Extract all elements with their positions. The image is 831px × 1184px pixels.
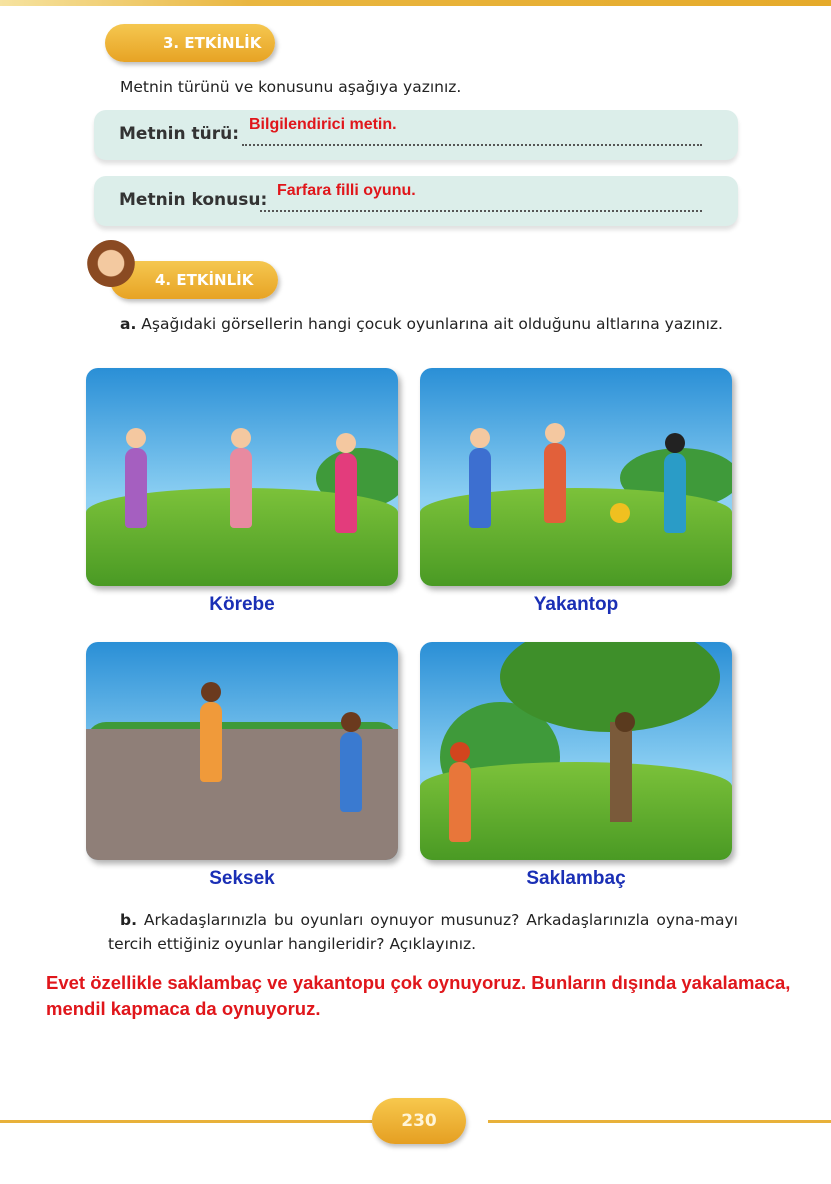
picture-seksek	[86, 642, 398, 860]
answer-b: Evet özellikle saklambaç ve yakantopu çok oynuyoruz. Bunların dışında yakalamaca, mendil kapmaca da oynuyoruz.	[46, 972, 791, 1019]
section-badge: 3. ETKİNLİK	[105, 24, 275, 62]
question-a: a. Aşağıdaki görsellerin hangi çocuk oyunlarına ait olduğunu altlarına yazınız.	[120, 315, 723, 333]
instruction: Metnin türünü ve konusunu aşağıya yazınız.	[120, 78, 462, 96]
footer-line	[0, 1120, 372, 1123]
field-text-topic	[94, 176, 738, 226]
picture-saklambac	[420, 642, 732, 860]
caption: Yakantop	[533, 594, 619, 615]
caption: Seksek	[209, 868, 275, 889]
caption: Körebe	[209, 594, 275, 615]
field-text-type	[94, 110, 738, 160]
girl-mascot-icon	[86, 240, 136, 298]
field-answer[interactable]: Bilgilendirici metin.	[249, 116, 397, 133]
field-label: Metnin konusu:	[119, 190, 268, 210]
picture-korebe	[86, 368, 398, 586]
top-border	[0, 0, 831, 6]
activity-badge: 4. ETKİNLİK	[110, 261, 278, 299]
page-number: 230	[372, 1098, 466, 1144]
footer-line	[488, 1120, 831, 1123]
field-answer[interactable]: Farfara filli oyunu.	[277, 182, 416, 199]
caption: Saklambaç	[526, 868, 626, 889]
field-label: Metnin türü:	[119, 124, 240, 144]
picture-yakantop	[420, 368, 732, 586]
question-b: b. Arkadaşlarınızla bu oyunları oynuyor musunuz? Arkadaşlarınızla oyna-mayı tercih ettiğiniz oyunlar hangileridir? Açıklayınız.	[108, 911, 738, 953]
